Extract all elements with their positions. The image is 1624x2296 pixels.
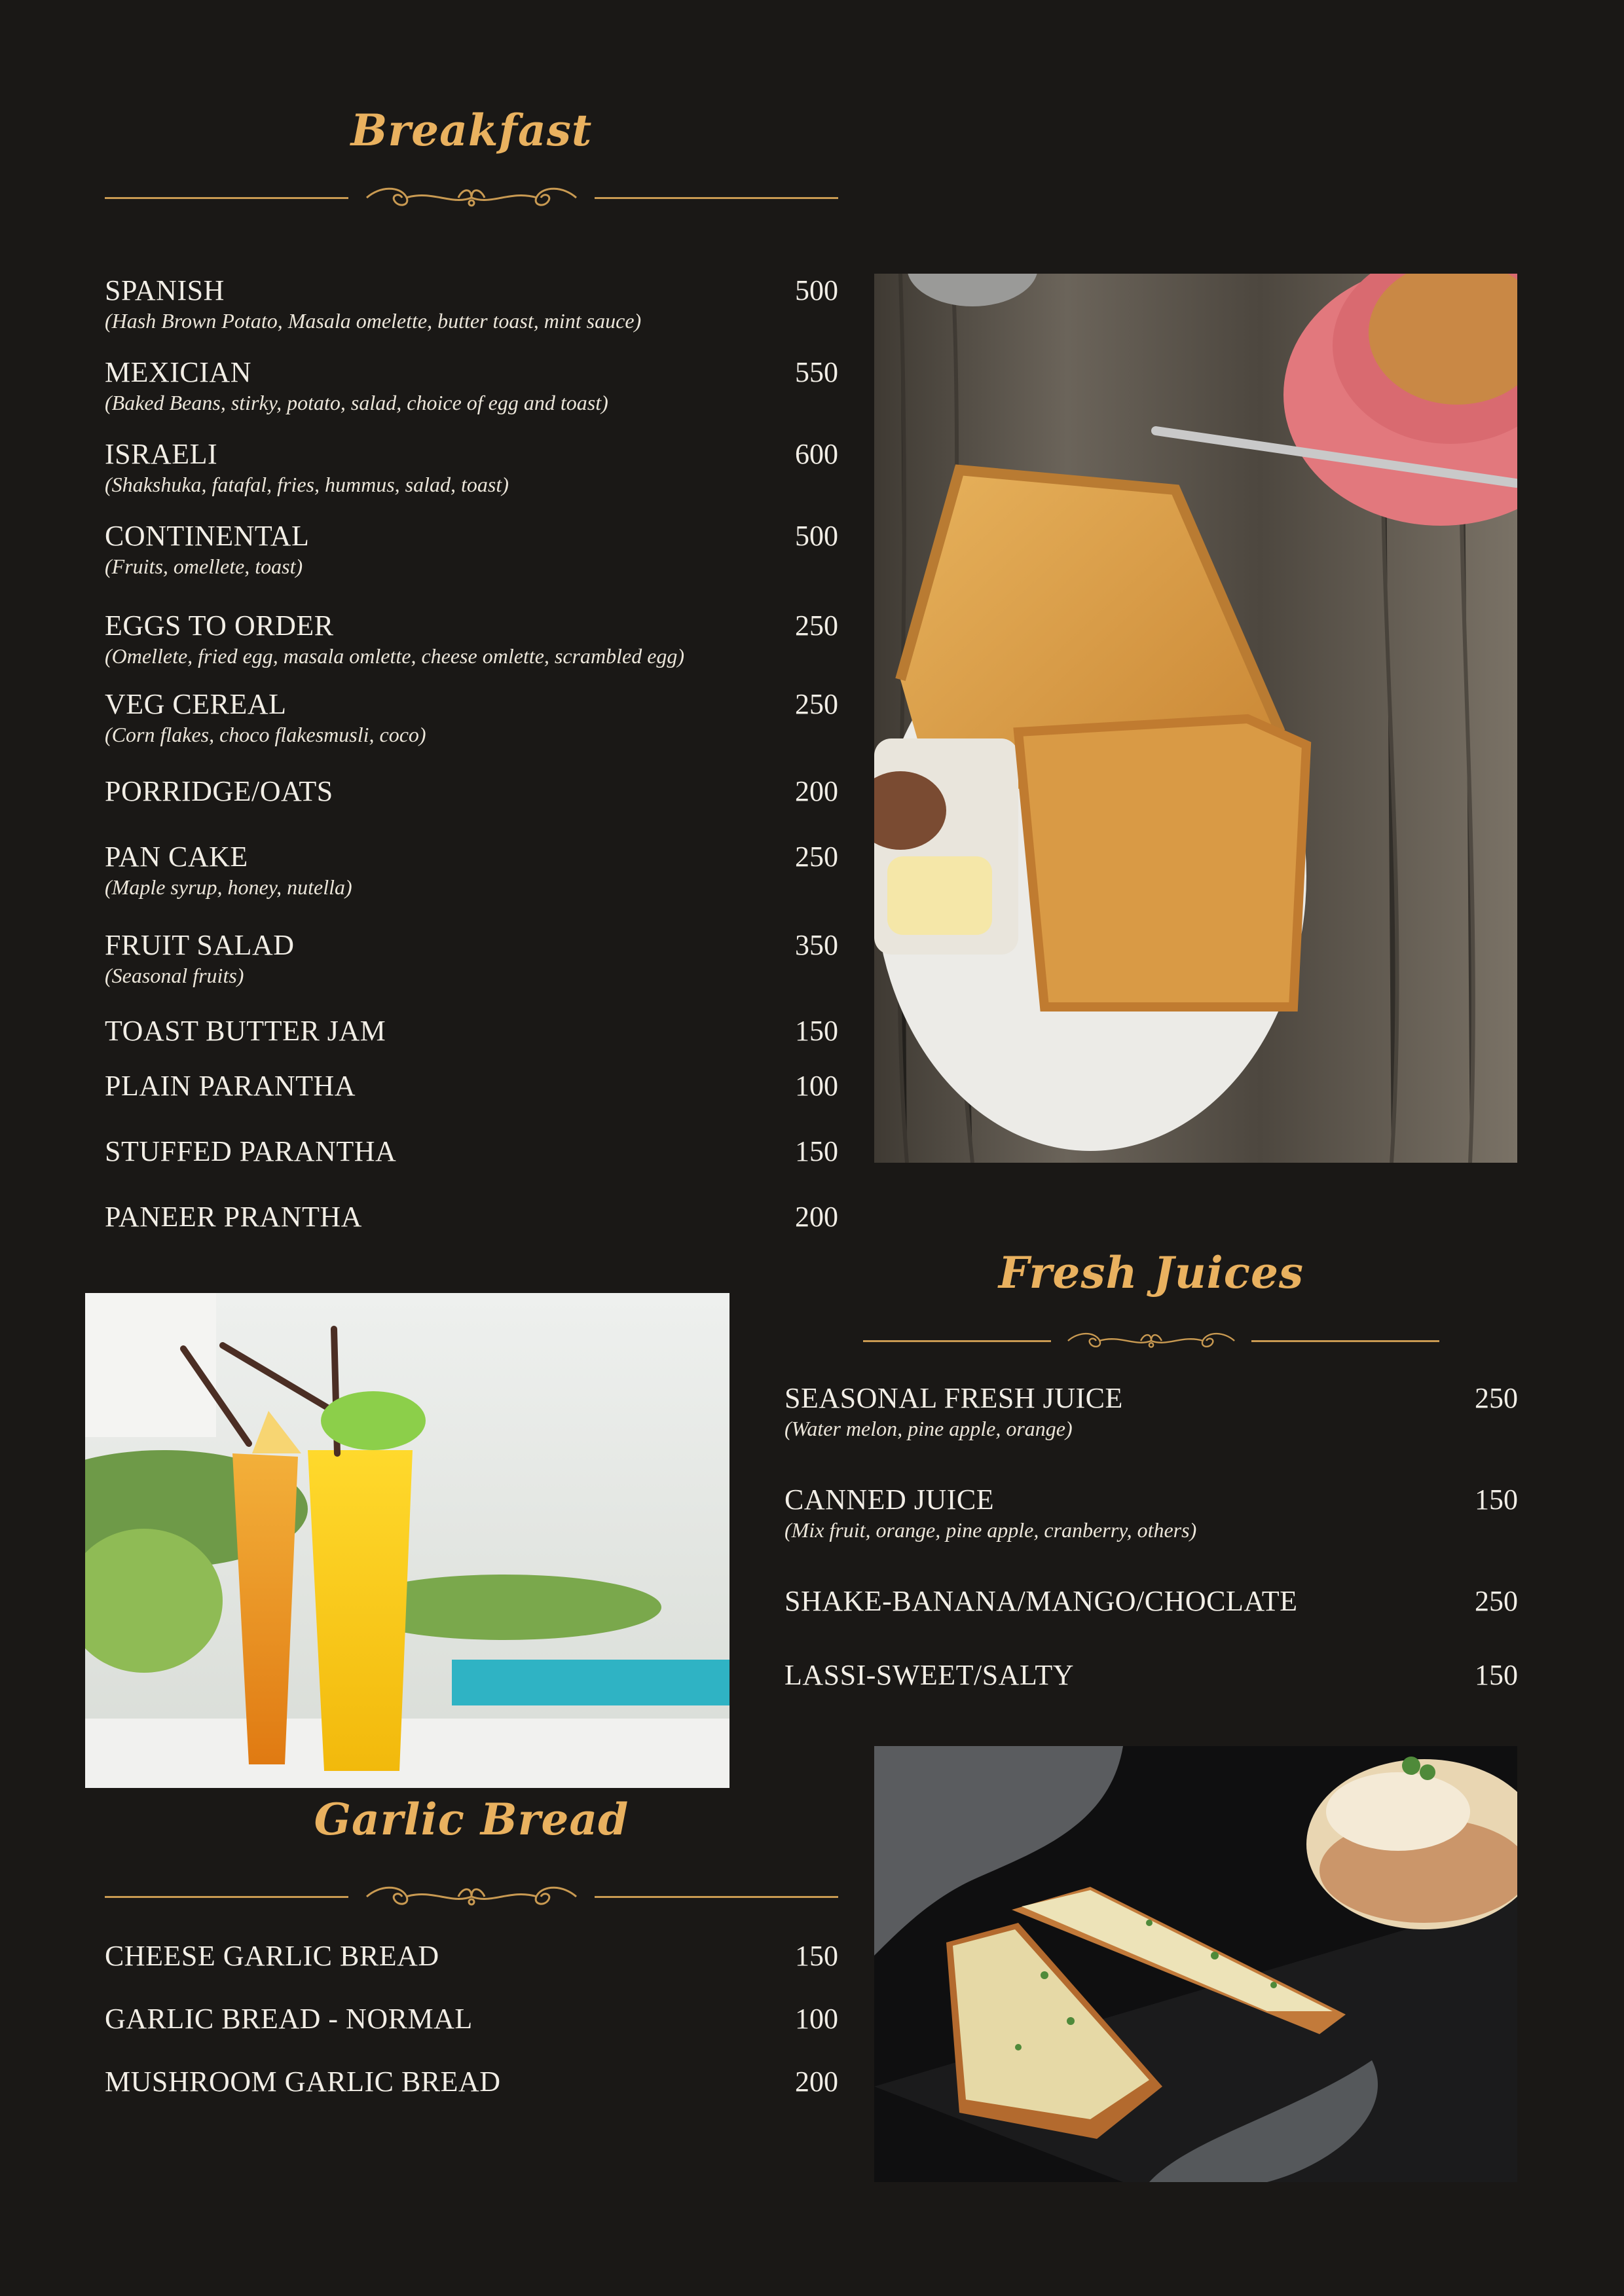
menu-item-name: PORRIDGE/OATS	[105, 775, 333, 807]
menu-item-price: 150	[795, 1015, 838, 1047]
menu-item-description: (Corn flakes, choco flakesmusli, coco)	[105, 723, 426, 746]
menu-item	[105, 1014, 838, 1048]
menu-item-name: CONTINENTAL	[105, 520, 310, 552]
menu-item	[105, 2002, 838, 2036]
menu-item	[105, 519, 838, 579]
menu-item	[105, 609, 838, 669]
breakfast-divider	[105, 183, 838, 212]
ornament-icon	[360, 183, 583, 212]
menu-item	[784, 1658, 1518, 1692]
menu-item-price: 150	[795, 1135, 838, 1167]
menu-item-price: 150	[1475, 1484, 1518, 1516]
menu-item-name: STUFFED PARANTHA	[105, 1135, 397, 1167]
menu-item-price: 350	[795, 929, 838, 961]
menu-item-description: (Water melon, pine apple, orange)	[784, 1417, 1073, 1440]
menu-item-price: 250	[1475, 1382, 1518, 1414]
menu-item-name: MEXICIAN	[105, 356, 251, 388]
menu-item-name: PLAIN PARANTHA	[105, 1070, 356, 1102]
menu-item-price: 250	[795, 610, 838, 642]
garlic-bread-photo	[874, 1746, 1517, 2182]
menu-item-description: (Fruits, omellete, toast)	[105, 555, 303, 578]
menu-item-description: (Seasonal fruits)	[105, 964, 244, 987]
menu-item-description: (Baked Beans, stirky, potato, salad, choice of egg and toast)	[105, 391, 608, 414]
menu-item	[105, 1135, 838, 1169]
menu-item	[105, 437, 838, 498]
menu-item	[105, 840, 838, 900]
menu-item-price: 150	[1475, 1659, 1518, 1691]
menu-item	[784, 1381, 1518, 1442]
menu-item-price: 200	[795, 775, 838, 807]
ornament-icon	[360, 1882, 583, 1911]
menu-item-name: SPANISH	[105, 274, 225, 306]
menu-item-description: (Maple syrup, honey, nutella)	[105, 875, 352, 899]
menu-item-name: TOAST BUTTER JAM	[105, 1015, 386, 1047]
menu-item-name: EGGS TO ORDER	[105, 610, 334, 642]
menu-item-name: PANEER PRANTHA	[105, 1201, 362, 1233]
menu-item-name: PAN CAKE	[105, 841, 248, 873]
menu-item-price: 500	[795, 520, 838, 552]
menu-item-price: 150	[795, 1940, 838, 1972]
menu-item-price: 250	[795, 688, 838, 720]
menu-item-price: 100	[795, 2003, 838, 2035]
menu-item-price: 550	[795, 356, 838, 388]
menu-item	[105, 1069, 838, 1103]
menu-item	[105, 928, 838, 989]
menu-item-name: CANNED JUICE	[784, 1484, 995, 1516]
menu-item-price: 200	[795, 2066, 838, 2098]
menu-item	[105, 355, 838, 416]
breakfast-title: Breakfast	[350, 105, 593, 156]
menu-item-description: (Shakshuka, fatafal, fries, hummus, salad, toast)	[105, 473, 509, 496]
menu-item-name: ISRAELI	[105, 438, 218, 470]
garlic-divider	[105, 1882, 838, 1911]
menu-item-name: SEASONAL FRESH JUICE	[784, 1382, 1123, 1414]
menu-item	[105, 1200, 838, 1234]
menu-item-price: 600	[795, 438, 838, 470]
menu-item	[784, 1483, 1518, 1543]
menu-item-name: LASSI-SWEET/SALTY	[784, 1659, 1074, 1691]
menu-item-description: (Hash Brown Potato, Masala omelette, butter toast, mint sauce)	[105, 309, 642, 333]
menu-item-description: (Mix fruit, orange, pine apple, cranberry, others)	[784, 1518, 1197, 1542]
juices-divider	[863, 1329, 1439, 1353]
menu-item-name: CHEESE GARLIC BREAD	[105, 1940, 439, 1972]
menu-item	[105, 687, 838, 748]
menu-item-price: 200	[795, 1201, 838, 1233]
menu-item-price: 100	[795, 1070, 838, 1102]
menu-item-price: 250	[1475, 1585, 1518, 1617]
menu-item	[105, 1939, 838, 1973]
menu-item-name: SHAKE-BANANA/MANGO/CHOCLATE	[784, 1585, 1298, 1617]
menu-item	[105, 2065, 838, 2099]
menu-item	[105, 774, 838, 809]
menu-item-name: VEG CEREAL	[105, 688, 287, 720]
juice-photo	[85, 1293, 729, 1788]
toast-coffee-photo	[874, 274, 1517, 1163]
ornament-icon	[1063, 1329, 1240, 1353]
garlic-title: Garlic Bread	[314, 1794, 629, 1845]
menu-item	[105, 274, 838, 334]
menu-item-name: MUSHROOM GARLIC BREAD	[105, 2066, 501, 2098]
menu-item	[784, 1584, 1518, 1618]
menu-item-description: (Omellete, fried egg, masala omlette, cheese omlette, scrambled egg)	[105, 644, 685, 668]
menu-item-price: 500	[795, 274, 838, 306]
menu-item-price: 250	[795, 841, 838, 873]
menu-item-name: FRUIT SALAD	[105, 929, 295, 961]
juices-title: Fresh Juices	[998, 1247, 1304, 1298]
menu-item-name: GARLIC BREAD - NORMAL	[105, 2003, 473, 2035]
